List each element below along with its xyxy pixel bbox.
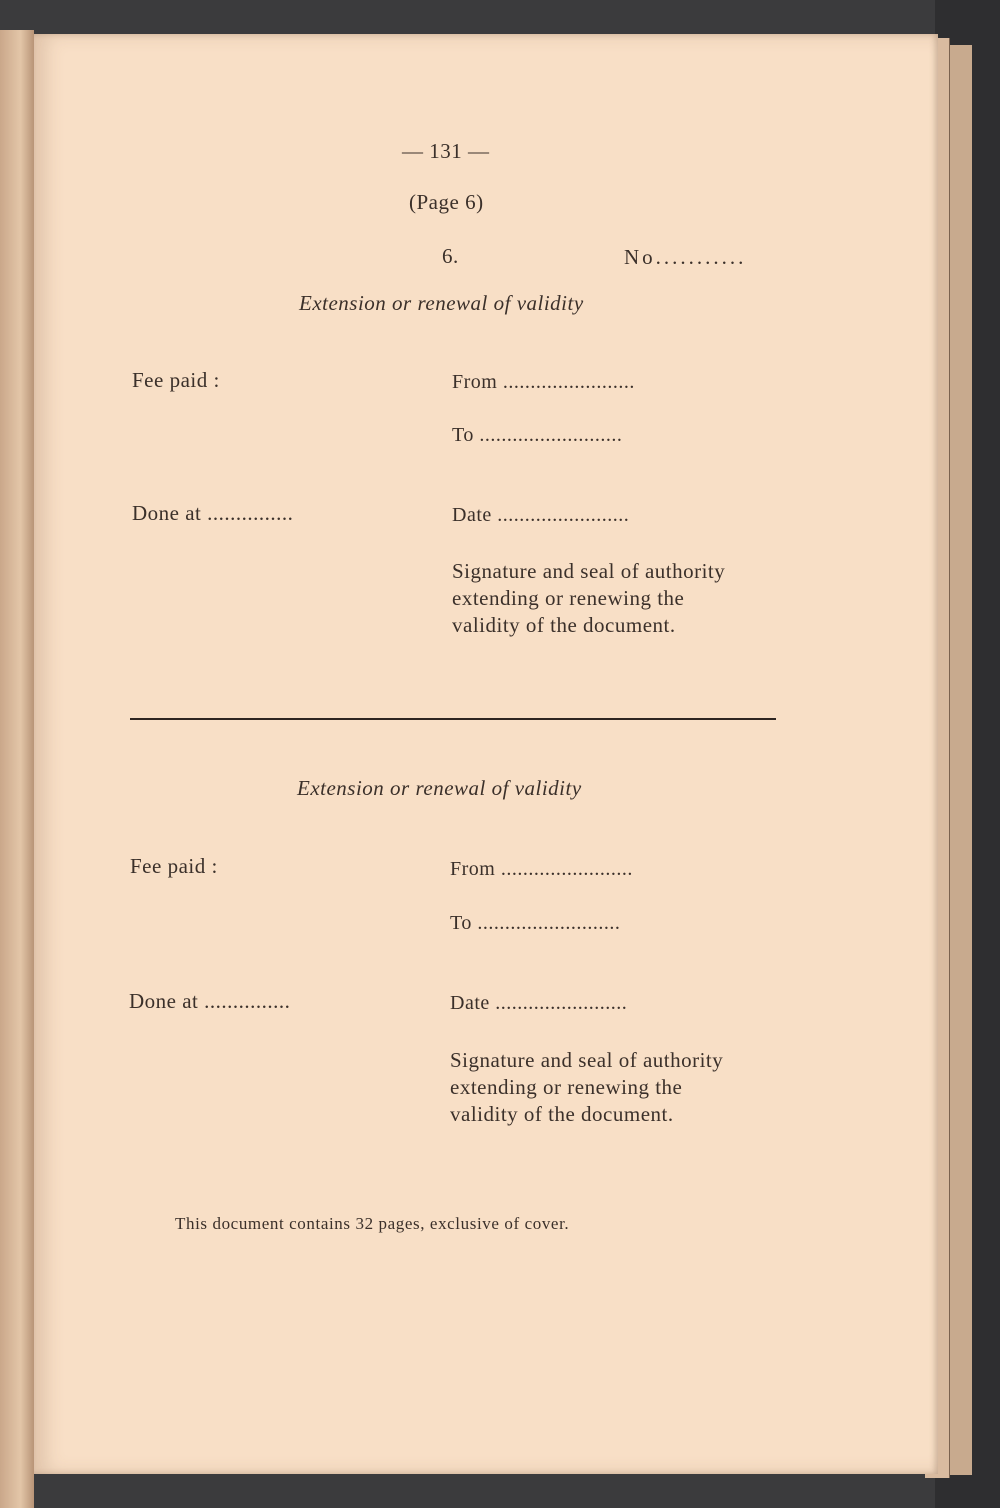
document-number-field: No...........	[624, 245, 747, 269]
block2-to-field: To ..........................	[450, 912, 621, 934]
block1-signature-line-2: extending or renewing the	[452, 586, 685, 610]
block1-signature-line-1: Signature and seal of authority	[452, 559, 726, 583]
section-number: 6.	[442, 244, 459, 268]
block2-date-field: Date ........................	[450, 992, 628, 1014]
block2-fee-paid-label: Fee paid :	[130, 854, 218, 878]
page-number: — 131 —	[402, 139, 490, 163]
block2-done-at-field: Done at ...............	[129, 989, 291, 1013]
block2-signature-line-1: Signature and seal of authority	[450, 1048, 724, 1072]
left-page-edge	[0, 30, 34, 1508]
block1-signature-line-3: validity of the document.	[452, 613, 676, 637]
block2-from-field: From ........................	[450, 858, 633, 880]
block2-signature-line-2: extending or renewing the	[450, 1075, 683, 1099]
block1-done-at-field: Done at ...............	[132, 501, 294, 525]
block2-signature-line-3: validity of the document.	[450, 1102, 674, 1126]
block1-to-field: To ..........................	[452, 424, 623, 446]
block1-date-field: Date ........................	[452, 504, 630, 526]
page-reference: (Page 6)	[409, 190, 484, 214]
block2-title: Extension or renewal of validity	[297, 776, 582, 800]
footer-page-count-note: This document contains 32 pages, exclusive of cover.	[175, 1214, 570, 1233]
block1-fee-paid-label: Fee paid :	[132, 368, 220, 392]
block1-from-field: From ........................	[452, 371, 635, 393]
section-divider-rule	[130, 718, 776, 720]
block1-title: Extension or renewal of validity	[299, 291, 584, 315]
document-page	[34, 34, 938, 1474]
